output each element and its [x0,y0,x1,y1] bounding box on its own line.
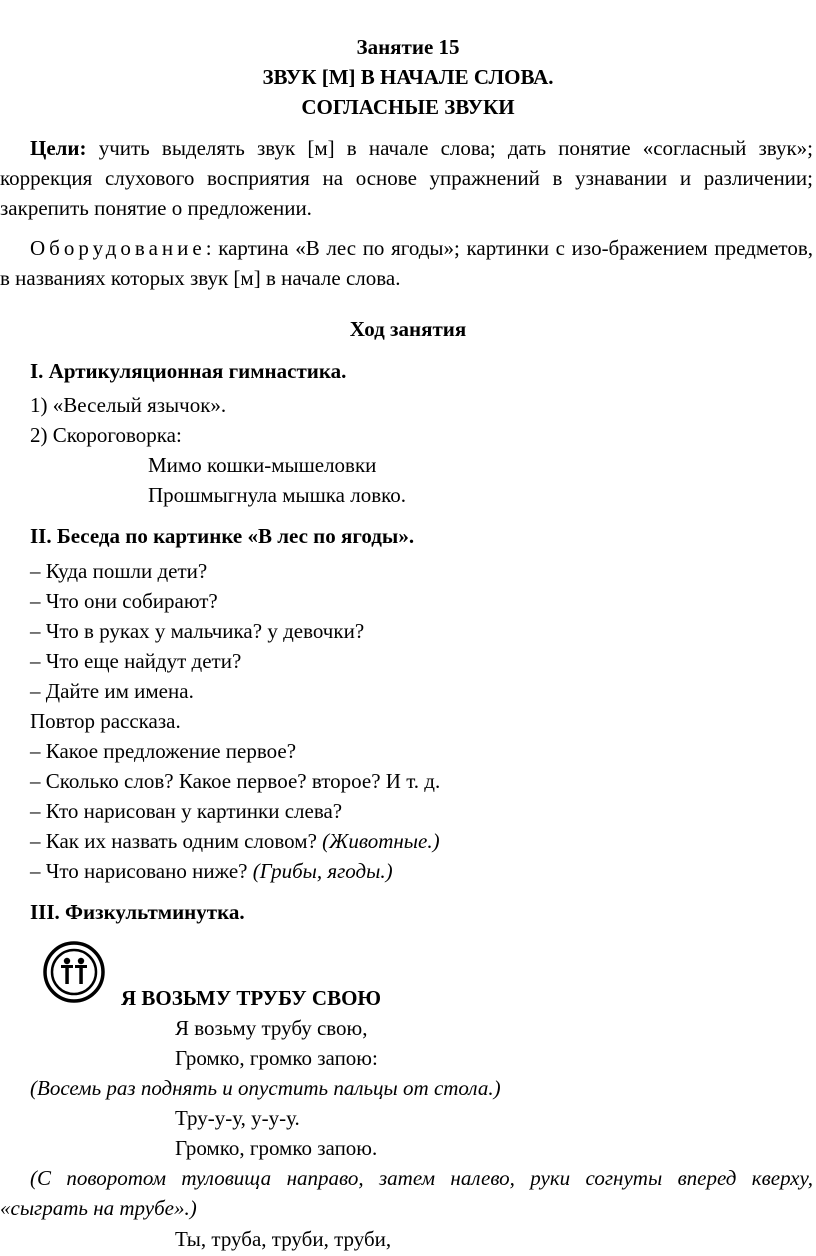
instruction-1: (Восемь раз поднять и опустить пальцы от стола.) [30,1076,501,1100]
section1-title: I. Артикуляционная гимнастика. [30,359,347,383]
song-title: Я ВОЗЬМУ ТРУБУ СВОЮ [121,986,382,1010]
question-10-text: – Что нарисовано ниже? [30,859,248,883]
retell-line: Повтор рассказа. [30,709,181,733]
song-line-5: Ты, труба, труби, труби, [175,1227,392,1251]
question-1: – Куда пошли дети? [30,559,208,583]
section3-title: III. Физкультминутка. [30,900,245,924]
equipment-label: Оборудование [30,236,206,260]
question-5: – Дайте им имена. [30,679,194,703]
answer-9: (Животные.) [322,829,440,853]
question-6: – Какое предложение первое? [30,739,297,763]
song-line-3: Тру-у-у, у-у-у. [175,1106,300,1130]
equipment-text: : картина «В лес по ягоды»; картинки с изо-бражением предметов, в названиях которых звук [м] в начале слова. [0,236,813,290]
goals-text: учить выделять звук [м] в начале слова; дать понятие «согласный звук»; коррекция слухового восприятия на основе упражнений в узнавании и различении; закрепить понятие о предложении. [0,136,813,220]
answer-10: (Грибы, ягоды.) [252,859,393,883]
section2-title: II. Беседа по картинке «В лес по ягоды». [30,524,415,548]
question-2: – Что они собирают? [30,589,218,613]
lesson-number: Занятие 15 [356,35,460,59]
section1-item1: 1) «Веселый язычок». [30,393,227,417]
instruction-2: (С поворотом туловища направо, затем налево, руки согнуты вперед кверху, «сыграть на трубе».) [0,1166,813,1220]
section1-item2: 2) Скороговорка: [30,423,182,447]
goals-paragraph [0,133,813,223]
question-9-text: – Как их назвать одним словом? [30,829,317,853]
song-line-1: Я возьму трубу свою, [175,1016,368,1040]
question-3: – Что в руках у мальчика? у девочки? [30,619,365,643]
question-4: – Что еще найдут дети? [30,649,242,673]
question-7: – Сколько слов? Какое первое? второе? И т. д. [30,769,441,793]
tongue-twister-line2: Прошмыгнула мышка ловко. [148,483,407,507]
question-9 [30,826,813,856]
song-line-2: Громко, громко запою: [175,1046,378,1070]
course-title: Ход занятия [349,317,467,341]
question-8: – Кто нарисован у картинки слева? [30,799,343,823]
tongue-twister-line1: Мимо кошки-мышеловки [148,453,377,477]
two-people-icon [42,940,106,1004]
question-10 [30,856,813,886]
lesson-title-line1: ЗВУК [М] В НАЧАЛЕ СЛОВА. [262,65,554,89]
lesson-title-line2: СОГЛАСНЫЕ ЗВУКИ [301,95,515,119]
equipment-paragraph [0,233,813,293]
song-line-4: Громко, громко запою. [175,1136,378,1160]
goals-label: Цели: [30,136,87,160]
